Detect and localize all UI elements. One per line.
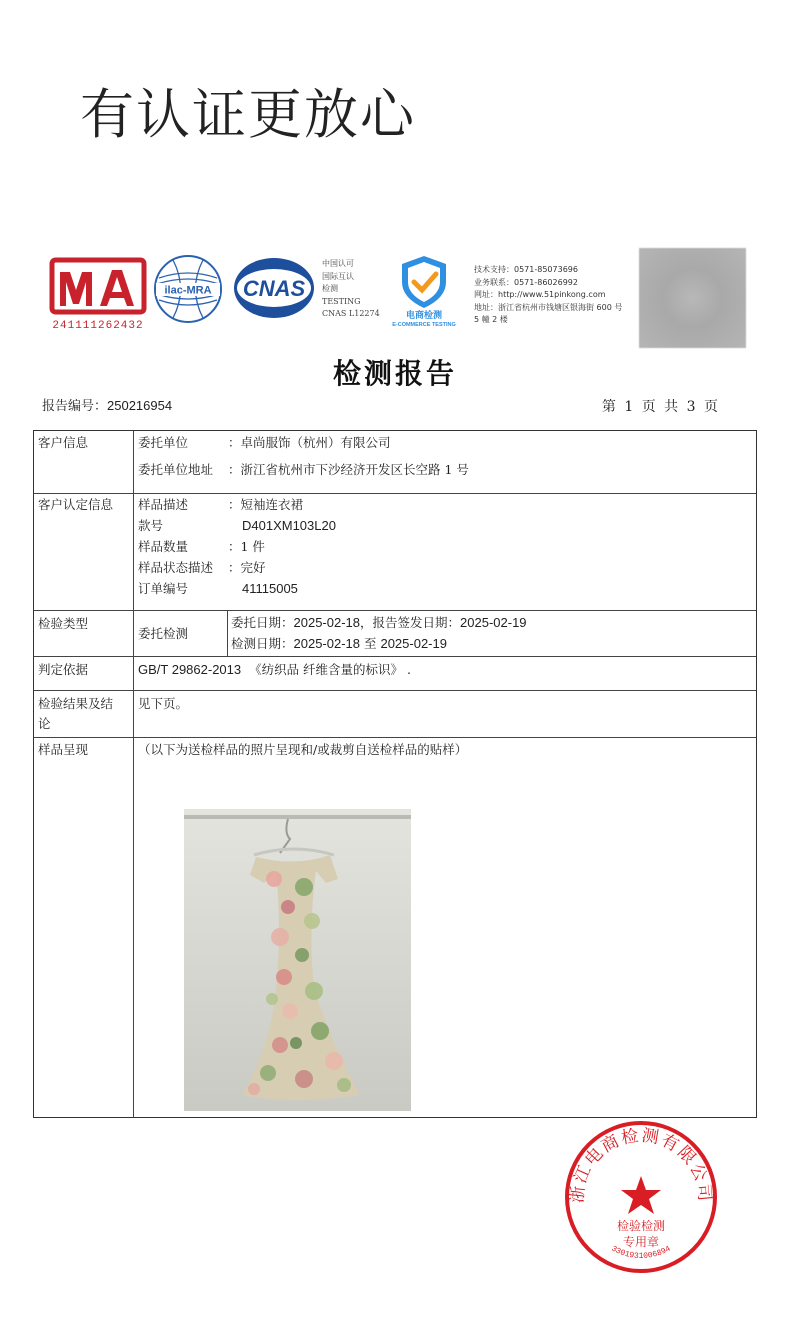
entrust-unit-label: 委托单位	[138, 435, 189, 450]
style-no-value: D401XM103L20	[242, 518, 336, 533]
issue-date: 2025-02-19	[460, 615, 527, 630]
contact-info	[474, 264, 622, 327]
stamp-number: 3301931006894	[609, 1244, 673, 1262]
cnas-logo	[232, 256, 316, 320]
inspect-type-value: 委托检测	[138, 626, 189, 641]
entrust-date-line	[231, 613, 527, 633]
contact-line: 地址：浙江省杭州市钱塘区银海街 600 号	[474, 302, 623, 312]
svg-text:CNAS: CNAS	[242, 276, 306, 301]
inspect-type-label: 检验类型	[38, 616, 89, 631]
ecommerce-line2: E-COMMERCE TESTING	[392, 322, 456, 328]
stamp-arc-text: 浙江电商检测有限公司	[567, 1125, 715, 1204]
client-confirm-label: 客户认定信息	[38, 497, 114, 512]
stamp-line1: 检验检测	[616, 1219, 666, 1233]
stamp-line2: 专用章	[622, 1235, 660, 1249]
contact-line: 网址：http://www.51pinkong.com	[474, 290, 606, 299]
sample-dress-photo	[184, 809, 411, 1111]
issue-date-label: ，报告签发日期：	[360, 615, 461, 630]
headline: 有认证更放心	[80, 83, 416, 146]
cnas-line: CNAS L12274	[322, 309, 380, 318]
test-date-label: 检测日期：	[231, 636, 294, 651]
basis-value	[138, 660, 411, 680]
entrust-date: 2025-02-18	[293, 615, 361, 630]
ecommerce-line1: 电商检测	[405, 311, 443, 321]
client-info-label: 客户信息	[38, 435, 89, 450]
report-table	[33, 430, 757, 1118]
sample-state-value: ：完好	[228, 560, 266, 575]
cnas-line: 中国认可	[322, 259, 354, 268]
test-date-to-label: 至	[360, 636, 381, 651]
quantity-value: ：1 件	[228, 539, 265, 554]
order-no-label: 订单编号	[138, 581, 189, 596]
style-no-label: 款号	[138, 518, 164, 533]
test-date-to: 2025-02-19	[380, 636, 447, 651]
contact-line: 技术支持：0571-85073696	[474, 265, 578, 274]
report-title: 检测报告	[332, 357, 457, 390]
contact-line: 5 幢 2 楼	[474, 315, 508, 324]
order-no-value: 41115005	[242, 581, 298, 596]
result-label-line2: 论	[38, 716, 51, 731]
page-indicator: 第 1 页 共 3 页	[601, 399, 720, 415]
sample-desc-value: ：短袖连衣裙	[228, 497, 304, 512]
result-value: 见下页。	[138, 696, 189, 711]
entrust-address-value: ：浙江省杭州市下沙经济开发区长空路 1 号	[228, 462, 469, 477]
sample-state-label: 样品状态描述	[138, 560, 214, 575]
entrust-unit-value: ：卓尚服饰（杭州）有限公司	[228, 435, 391, 450]
result-label-line1: 检验结果及结	[38, 696, 114, 711]
cma-number: 241111262432	[52, 320, 144, 332]
cnas-line: 国际互认	[322, 271, 354, 281]
report-number-label: 报告编号：	[42, 399, 108, 414]
svg-text:ilac-MRA: ilac-MRA	[164, 284, 212, 297]
qr-code-blurred	[639, 248, 746, 348]
test-date-from: 2025-02-18	[293, 636, 361, 651]
sample-show-note: （以下为送检样品的照片呈现和/或裁剪自送检样品的贴样）	[138, 742, 468, 757]
sample-desc-label: 样品描述	[138, 497, 189, 512]
test-date-line	[231, 634, 447, 654]
cnas-line: TESTING	[322, 296, 361, 306]
report-number-value: 250216954	[107, 398, 173, 413]
cma-logo	[46, 256, 150, 332]
quantity-label: 样品数量	[138, 539, 189, 554]
cnas-accreditation-text	[322, 258, 380, 321]
sample-show-label: 样品呈现	[38, 742, 89, 757]
ecommerce-testing-logo	[388, 252, 460, 328]
cnas-line: 检测	[322, 284, 338, 293]
official-stamp	[562, 1118, 720, 1276]
report-number	[42, 395, 172, 414]
contact-line: 业务联系：0571-86026992	[474, 277, 578, 287]
basis-text: 《纺织品 纤维含量的标识》 .	[249, 662, 411, 677]
result-label	[38, 694, 113, 734]
ilac-mra-logo	[153, 254, 223, 324]
entrust-date-label: 委托日期：	[231, 615, 294, 630]
basis-code: GB/T 29862-2013	[138, 662, 242, 677]
entrust-address-label: 委托单位地址	[138, 462, 214, 477]
basis-label: 判定依据	[38, 662, 89, 677]
